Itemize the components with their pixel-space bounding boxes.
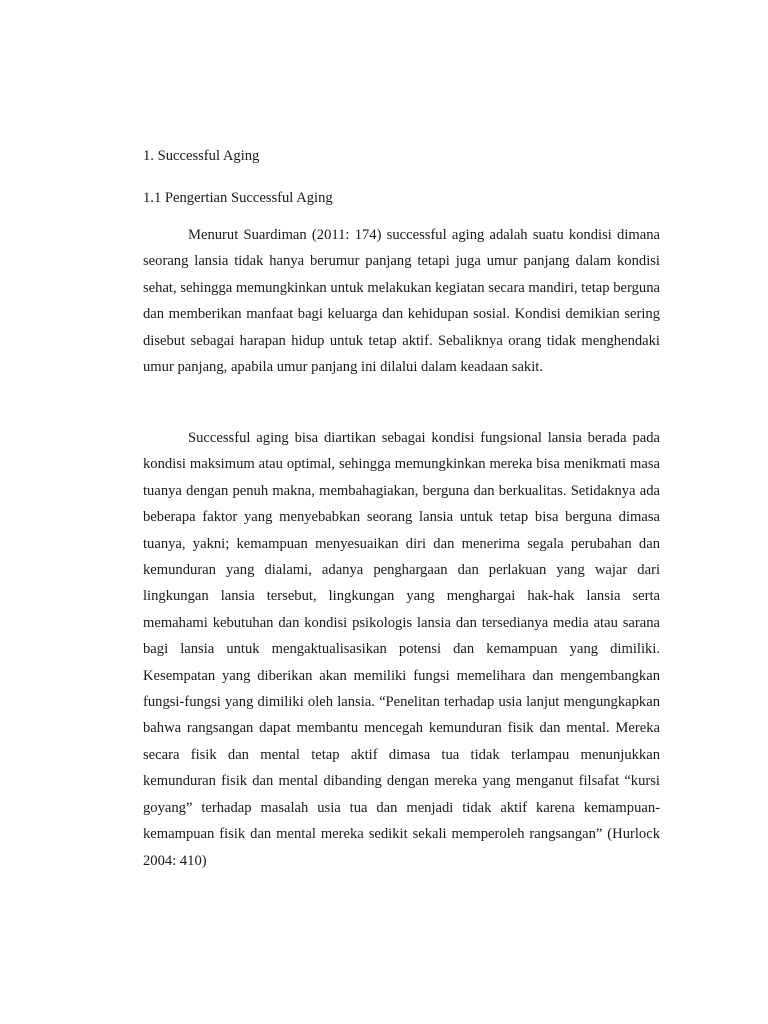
subsection-heading: 1.1 Pengertian Successful Aging: [143, 190, 333, 206]
section-heading: 1. Successful Aging: [143, 148, 260, 164]
paragraph-explanation: Successful aging bisa diartikan sebagai kondisi fungsional lansia berada pada kondisi maksimum atau optimal, sehingga memungkinkan mereka bisa menikmati masa tuanya dengan penuh makna, membahagiakan, berguna dan berkualitas. Setidaknya ada beberapa faktor yang menyebabkan seorang lansia untuk tetap bisa berguna dimasa tuanya, yakni; kemampuan menyesuaikan diri dan menerima segala perubahan dan kemunduran yang dialami, adanya penghargaan dan perlakuan yang wajar dari lingkungan lansia tersebut, lingkungan yang menghargai hak-hak lansia serta memahami kebutuhan dan kondisi psikologis lansia dan tersedianya media atau sarana bagi lansia untuk mengaktualisasikan potensi dan kemampuan yang dimiliki. Kesempatan yang diberikan akan memiliki fungsi memelihara dan mengembangkan fungsi-fungsi yang dimiliki oleh lansia. “Penelitan terhadap usia lanjut mengungkapkan bahwa rangsangan dapat membantu mencegah kemunduran fisik dan mental. Mereka secara fisik dan mental tetap aktif dimasa tua tidak terlampau menunjukkan kemunduran fisik dan mental dibanding dengan mereka yang menganut filsafat “kursi goyang” terhadap masalah usia tua dan menjadi tidak aktif karena kemampuan-kemampuan fisik dan mental mereka sedikit sekali memperoleh rangsangan” (Hurlock 2004: 410): [143, 430, 660, 869]
paragraph-definition: Menurut Suardiman (2011: 174) successful aging adalah suatu kondisi dimana seorang lansia tidak hanya berumur panjang tetapi juga umur panjang dalam kondisi sehat, sehingga memungkinkan untuk melakukan kegiatan secara mandiri, tetap berguna dan memberikan manfaat bagi keluarga dan kehidupan sosial. Kondisi demikian sering disebut sebagai harapan hidup untuk tetap aktif. Sebaliknya orang tidak menghendaki umur panjang, apabila umur panjang ini dilalui dalam keadaan sakit.: [143, 227, 660, 376]
